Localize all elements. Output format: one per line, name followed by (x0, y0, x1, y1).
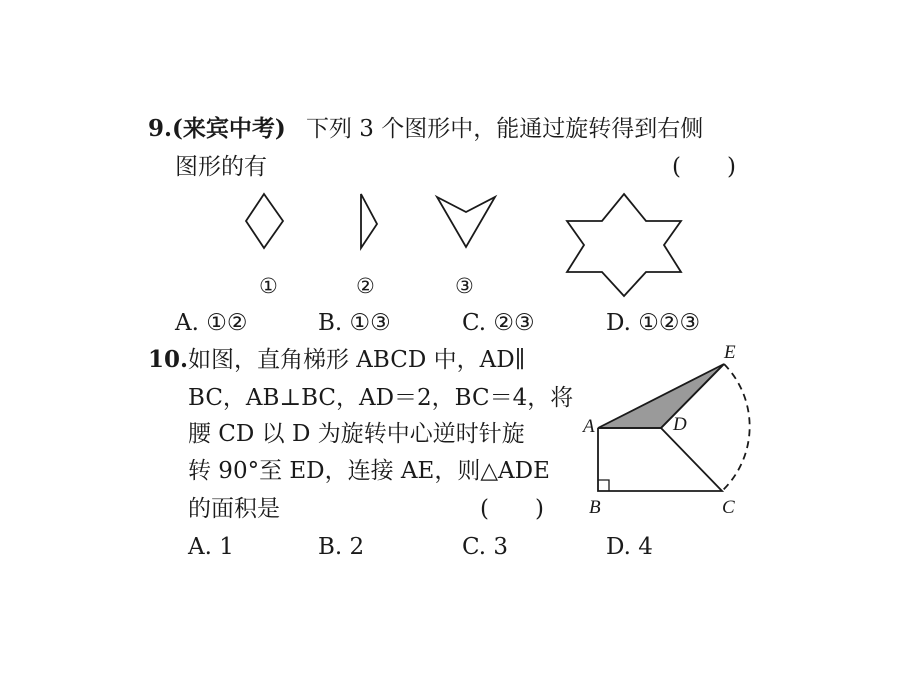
q10-option-c: C. 3 (462, 534, 509, 560)
q10-option-b: B. 2 (318, 534, 365, 560)
q9-figure-label-2: ② (356, 274, 375, 298)
q9-number: 9. (148, 115, 173, 142)
q9-option-a: A. ①② (175, 310, 248, 336)
q10-line1: 如图，直角梯形 ABCD 中，AD∥ (188, 347, 526, 373)
q9-figure-label-3: ③ (455, 274, 474, 298)
q10-answer-bracket: ( ) (480, 496, 544, 522)
q10-right-angle-mark (598, 480, 609, 491)
q9-source: (来宾中考) (172, 115, 286, 142)
q9-answer-bracket: ( ) (672, 154, 736, 180)
q10-line5: 的面积是 (188, 496, 280, 522)
q10-label-c: C (722, 497, 735, 518)
q10-shaded-triangle-ade (598, 364, 724, 428)
q10-option-a: A. 1 (188, 534, 234, 560)
q10-line2: BC，AB⊥BC，AD＝2，BC＝4，将 (188, 385, 574, 411)
q10-line4: 转 90°至 ED，连接 AE，则△ADE (188, 458, 550, 484)
q10-label-b: B (589, 497, 601, 518)
q9-figure-label-1: ① (259, 274, 278, 298)
q9-option-d: D. ①②③ (606, 310, 701, 336)
q9-option-b: B. ①③ (318, 310, 391, 336)
q10-number: 10. (148, 346, 189, 373)
q9-option-c: C. ②③ (462, 310, 535, 336)
q10-label-a: A (583, 416, 595, 437)
q10-trapezoid (598, 428, 722, 491)
q10-rotation-arc (722, 364, 750, 491)
q10-label-d: D (673, 414, 687, 435)
q10-label-e: E (724, 342, 736, 363)
q9-line2: 图形的有 (175, 154, 267, 180)
q9-line1: 下列 3 个图形中，能通过旋转得到右侧 (306, 116, 704, 142)
q10-line3: 腰 CD 以 D 为旋转中心逆时针旋 (188, 421, 525, 447)
q10-option-d: D. 4 (606, 534, 653, 560)
